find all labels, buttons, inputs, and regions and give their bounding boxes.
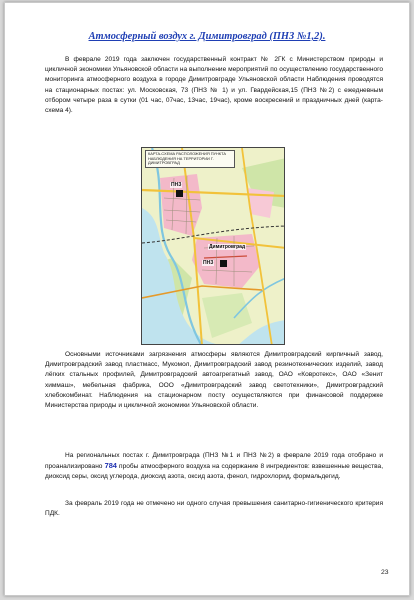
location-map xyxy=(141,147,285,345)
samples-paragraph xyxy=(45,451,383,483)
samples-count: 784 xyxy=(104,461,117,471)
samples-text-after: пробы атмосферного воздуха на содержание 8 ингредиентов: взвешенные вещества, диоксид серы, оксид углерода, диоксид азота, оксид азота, фенол, гидрохлорид, формальдегид. xyxy=(45,463,384,481)
page-number: 23 xyxy=(381,569,389,576)
city-label: Димитровград xyxy=(209,244,246,250)
conclusion-paragraph: За февраль 2019 года не отмечено ни одного случая превышения санитарно-гигиенического критерия ПДК. xyxy=(45,500,383,518)
station-2-label: ПНЗ xyxy=(203,260,214,266)
station-1-label: ПНЗ xyxy=(171,182,182,188)
samples-text-before: На региональных постах г. Димитровграда (ПНЗ №1 и ПНЗ №2) в феврале 2019 года отобрано и проанализировано xyxy=(45,452,383,471)
map-title: КАРТА-СХЕМА РАСПОЛОЖЕНИЯ ПУНКТА НАБЛЮДЕНИЯ НА ТЕРРИТОРИИ Г. ДИМИТРОВГРАД xyxy=(145,150,235,168)
page-title: Атмосферный воздух г. Димитровград (ПНЗ №1,2). xyxy=(88,31,326,42)
intro-paragraph: В феврале 2019 года заключен государственный контракт № 2ГК с Министерством природы и цикличной экономики Ульяновской области на выполнение мероприятий по осуществлению государственного мониторинга атмосферного воздуха в городе Димитровграде Ульяновской области Наблюдения проводятся на стационарных постах: ул. Московская, 73 (ПНЗ № 1) и ул. Гвардейская,15 (ПНЗ №2) с ежедневным отбором четыре раза в сутки (01 час, 07час, 13час, 19час), кроме воскресений и праздничных дней (карта-схема 4). xyxy=(45,56,383,115)
station-2-marker xyxy=(220,260,227,267)
station-1-marker xyxy=(176,190,183,197)
document-page xyxy=(4,2,410,596)
pollution-sources-paragraph: Основными источниками загрязнения атмосферы являются Димитровградский кирпичный завод, Димитровградский завод пластмасс, Мукомол, Димитровградский завод резинотехнических изделий, завод лёгких стальных профилей, Димитровградский автоагрегатный завод, ОАО «Ковротекс», ОАО «Зенит химмаш», мебельная фабрика, ООО «Димитровградский завод светотехники», Димитровградский хлебокомбинат. Наблюдения на стационарном посту осуществляются при финансовой поддержке Министерства природы и цикличной экономики Ульяновской области. xyxy=(45,351,383,410)
